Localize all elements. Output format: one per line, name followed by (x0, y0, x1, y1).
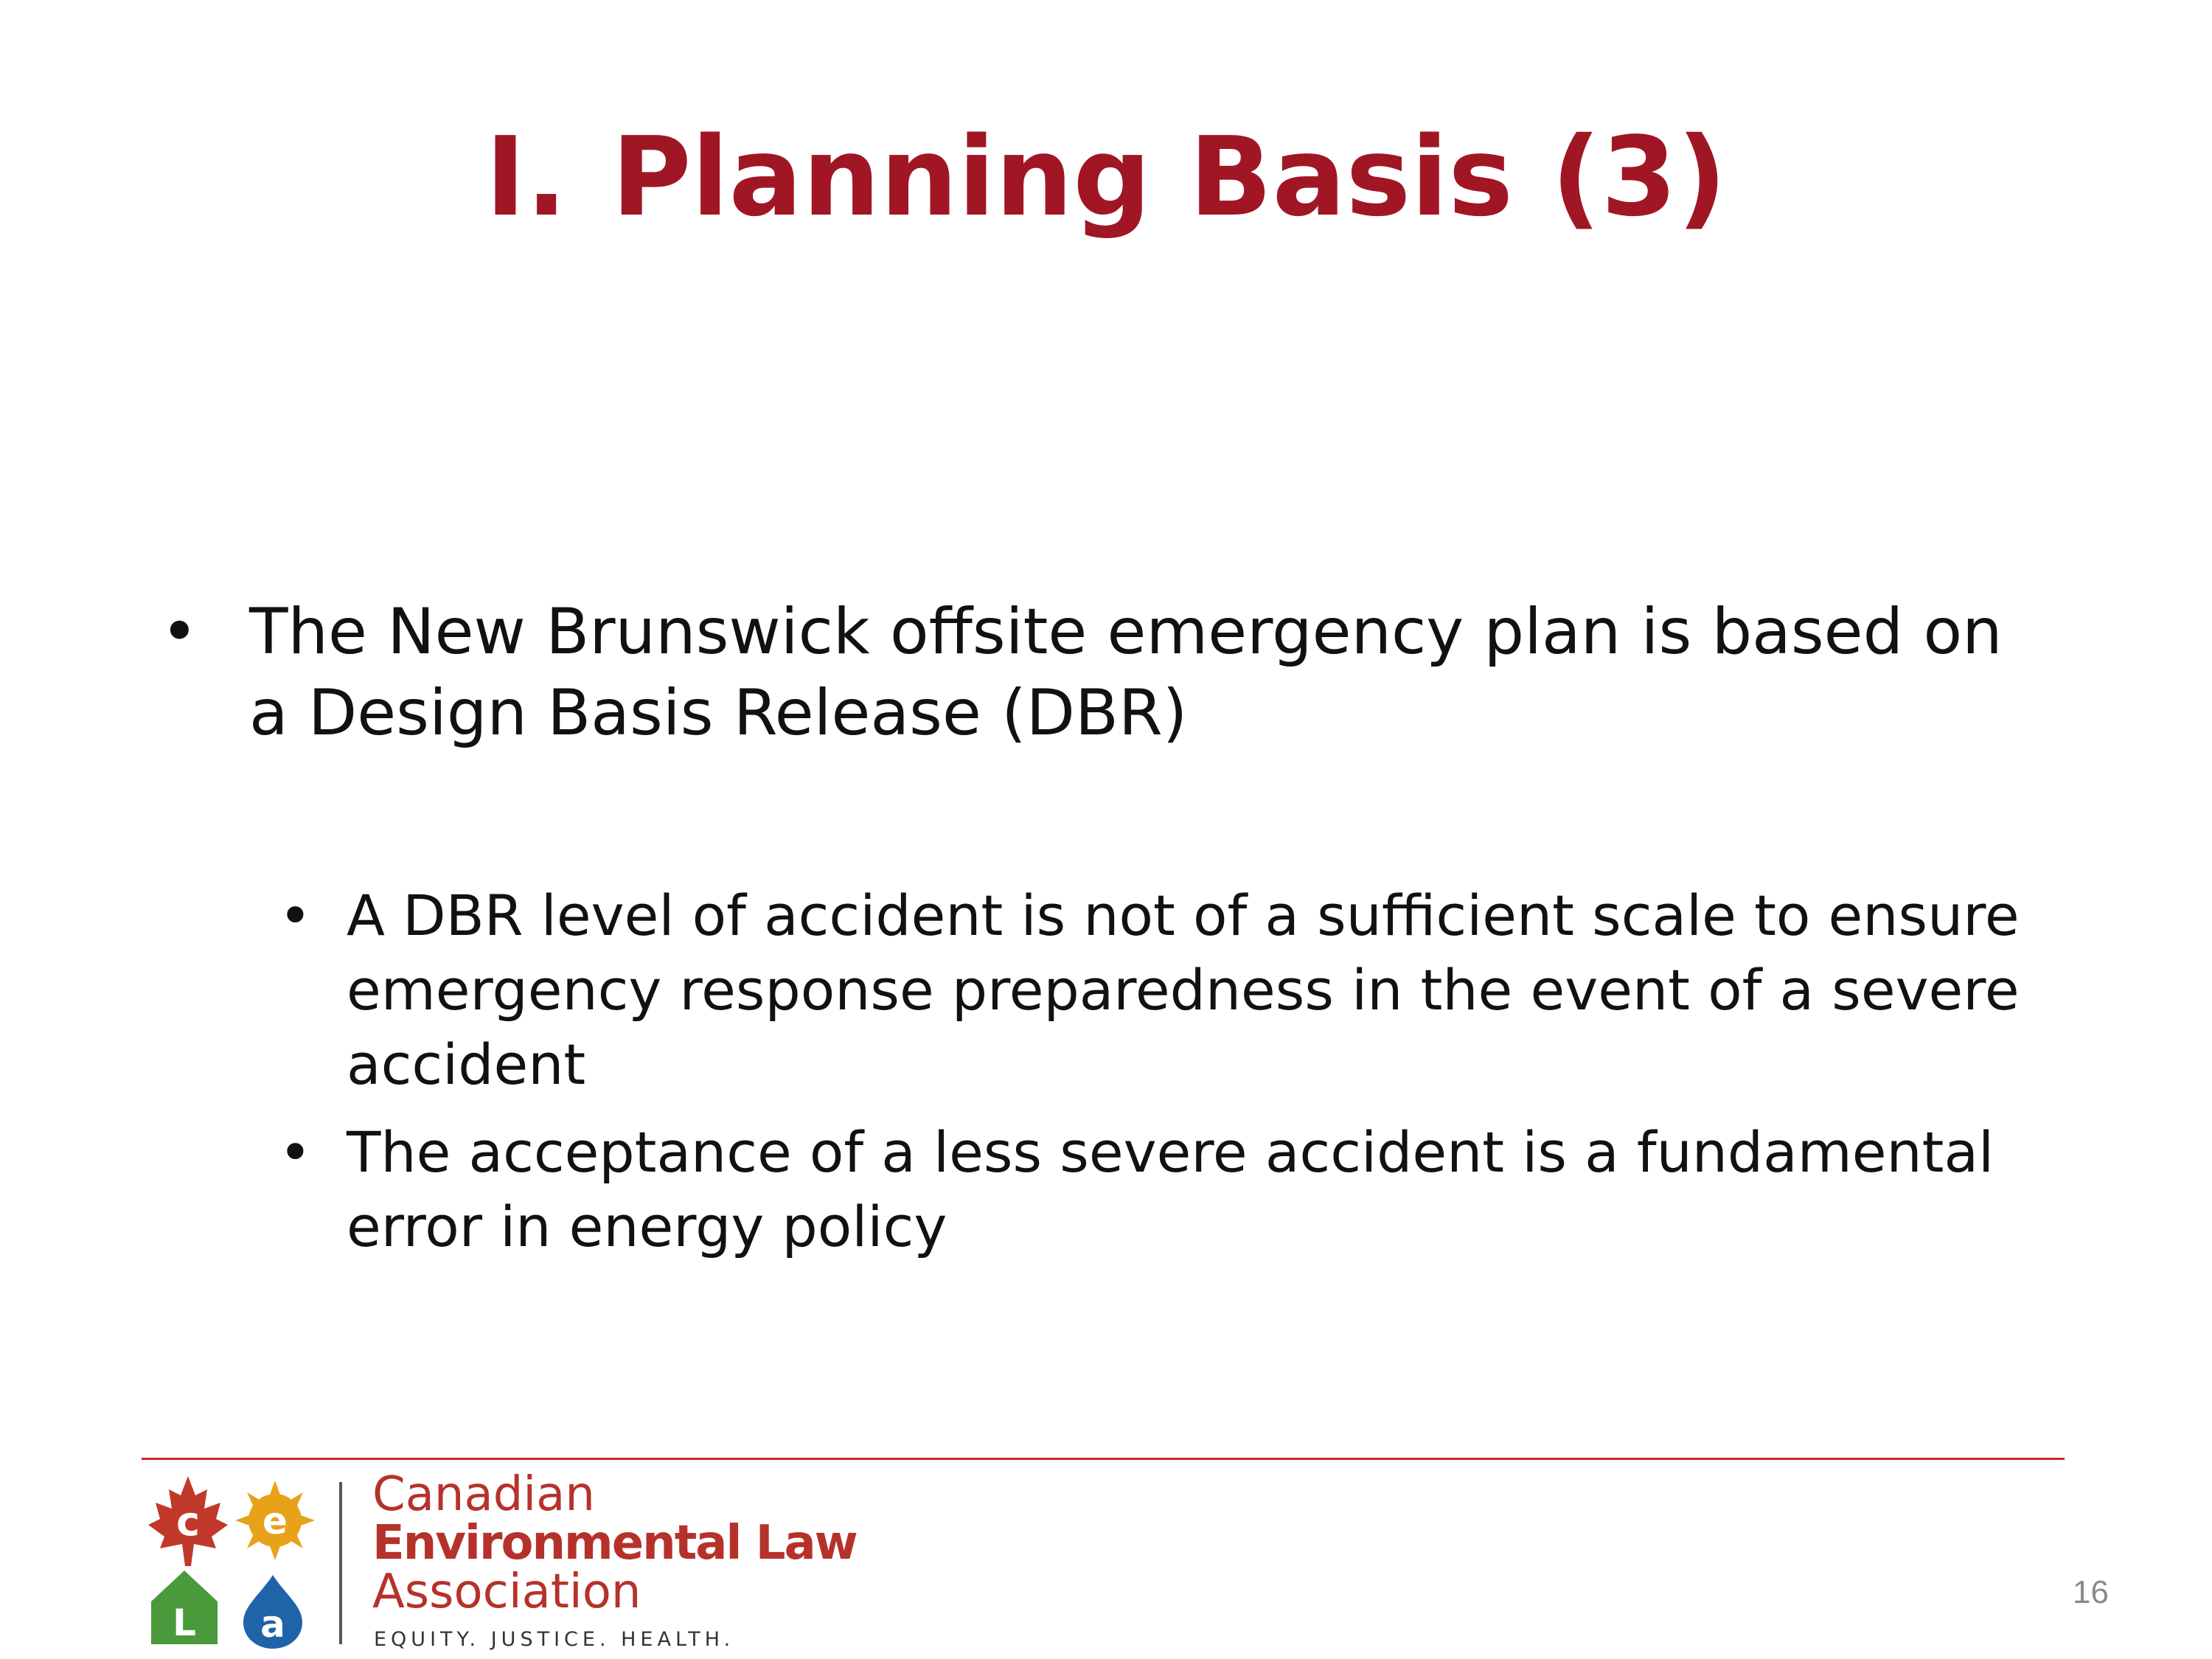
page-number: 16 (2073, 1574, 2109, 1610)
logo-separator (339, 1482, 342, 1644)
svg-text:c: c (175, 1498, 201, 1545)
title-number: I. (484, 114, 568, 240)
sub-bullet-1: A DBR level of accident is not of a sufficient scale to ensure emergency response preparedness in the event of a severe accident (347, 883, 2020, 1097)
cela-logo (144, 1467, 857, 1658)
logo-line-1: Canadian (372, 1467, 595, 1522)
svg-text:a: a (260, 1603, 285, 1646)
title-text: Planning Basis (3) (611, 114, 1728, 240)
bullet-marker: • (279, 1119, 312, 1185)
svg-text:e: e (262, 1500, 288, 1543)
logo-wordmark (372, 1467, 857, 1619)
logo-tagline: EQUITY. JUSTICE. HEALTH. (374, 1628, 735, 1651)
sub-bullet-2: The acceptance of a less severe accident is a fundamental error in energy policy (347, 1119, 1994, 1259)
svg-text:L: L (173, 1601, 196, 1644)
footer-divider (142, 1458, 2065, 1460)
logo-line-2: Environmental Law (372, 1516, 857, 1571)
bullet-marker: • (161, 595, 198, 669)
cela-logo-mark-icon (144, 1467, 321, 1652)
bullet-main: The New Brunswick offsite emergency plan is based on a Design Basis Release (DBR) (249, 595, 2003, 750)
logo-line-3: Association (372, 1565, 641, 1619)
bullet-marker: • (279, 883, 312, 948)
